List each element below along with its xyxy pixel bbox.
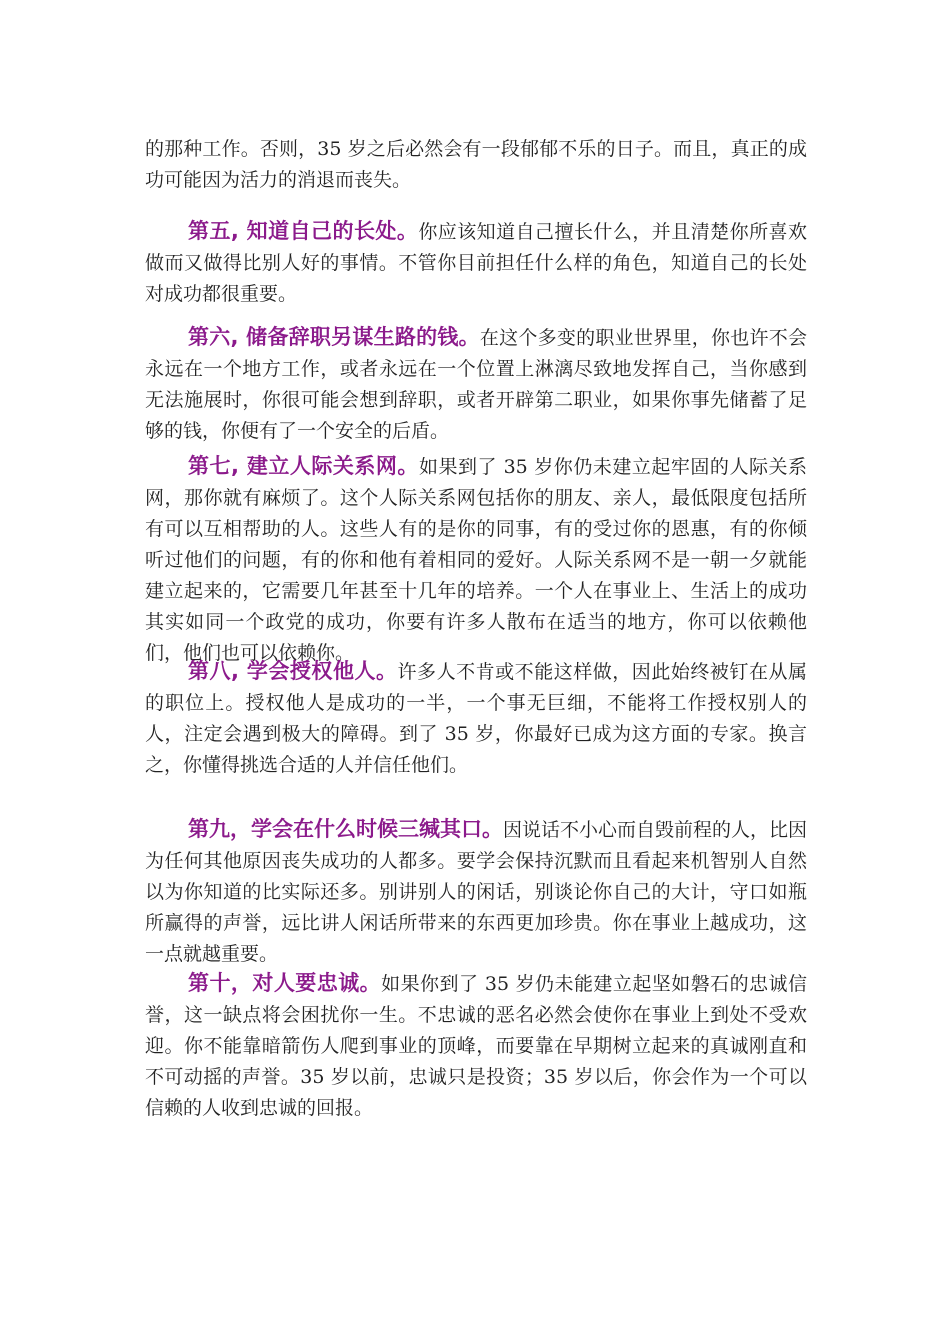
paragraph-text: 在这个多变的职业世界里，你也许不会永远在一个地方工作，或者永远在一个位置上淋漓尽致地发挥自己，当你感到无法施展时，你很可能会想到辞职，或者开辟第二职业，如果你事先储蓄了足够的钱，你便有了一个安全的后盾。: [145, 327, 807, 442]
paragraph-continuation: [145, 134, 807, 196]
paragraph-text: 因说话不小心而自毁前程的人，比因为任何其他原因丧失成功的人都多。要学会保持沉默而且看起来机智别人自然以为你知道的比实际还多。别讲别人的闲话，别谈论你自己的大计，守口如瓶所赢得的声誉，远比讲人闲话所带来的东西更加珍贵。你在事业上越成功，这一点就越重要。: [145, 819, 808, 965]
paragraph-point-10: [145, 968, 807, 1124]
paragraph-point-8: [145, 656, 807, 781]
paragraph-heading: 第七, 建立人际关系网。: [188, 454, 419, 478]
paragraph-point-6: [145, 322, 807, 447]
paragraph-heading: 第五, 知道自己的长处。: [188, 219, 419, 243]
paragraph-point-5: [145, 216, 807, 310]
paragraph-point-9: [145, 814, 807, 970]
paragraph-text: 许多人不肯或不能这样做，因此始终被钉在从属的职位上。授权他人是成功的一半，一个事无巨细，不能将工作授权别人的人，注定会遇到极大的障碍。到了 35 岁，你最好已成为这方面的专家。换言之，你懂得挑选合适的人并信任他们。: [145, 661, 807, 776]
paragraph-text: 如果到了 35 岁你仍未建立起牢固的人际关系网，那你就有麻烦了。这个人际关系网包括你的朋友、亲人，最低限度包括所有可以互相帮助的人。这些人有的是你的同事，有的受过你的恩惠，有的你倾听过他们的问题，有的你和他有着相同的爱好。人际关系网不是一朝一夕就能建立起来的，它需要几年甚至十几年的培养。一个人在事业上、生活上的成功其实如同一个政党的成功，你要有许多人散布在适当的地方，你可以依赖他们，他们也可以依赖你。: [145, 456, 807, 664]
paragraph-point-7: [145, 451, 807, 669]
paragraph-heading: 第九，学会在什么时候三缄其口。: [188, 817, 503, 841]
paragraph-text: 的那种工作。否则，35 岁之后必然会有一段郁郁不乐的日子。而且，真正的成功可能因为活力的消退而丧失。: [145, 138, 807, 191]
paragraph-heading: 第八, 学会授权他人。: [188, 659, 398, 683]
paragraph-text: 你应该知道自己擅长什么，并且清楚你所喜欢做而又做得比别人好的事情。不管你目前担任什么样的角色，知道自己的长处对成功都很重要。: [145, 221, 807, 305]
paragraph-heading: 第六, 储备辞职另谋生路的钱。: [188, 325, 480, 349]
paragraph-heading: 第十，对人要忠诚。: [188, 971, 382, 995]
paragraph-text: 如果你到了 35 岁仍未能建立起坚如磐石的忠诚信誉，这一缺点将会困扰你一生。不忠诚的恶名必然会使你在事业上到处不受欢迎。你不能靠暗箭伤人爬到事业的顶峰，而要靠在早期树立起来的真诚刚直和不可动摇的声誉。35 岁以前，忠诚只是投资；35 岁以后，你会作为一个可以信赖的人收到忠诚的回报。: [145, 973, 807, 1119]
